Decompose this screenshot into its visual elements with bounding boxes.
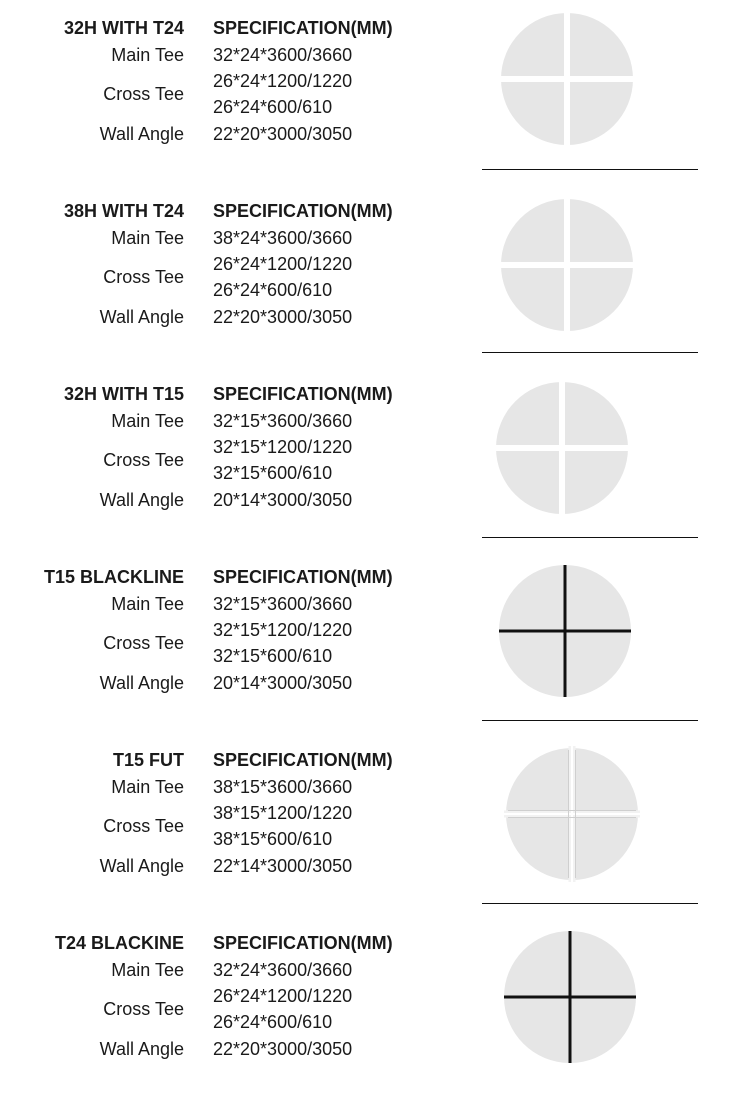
cross-tee-value-1: 26*24*1200/1220 [213, 71, 353, 91]
grid-joint-diagram [500, 927, 640, 1067]
wall-angle-value: 22*20*3000/3050 [213, 307, 353, 327]
wall-angle-value: 22*14*3000/3050 [213, 856, 353, 876]
cross-tee-value-2: 26*24*600/610 [213, 280, 333, 300]
cross-tee-value-1: 32*15*1200/1220 [213, 620, 353, 640]
wall-angle-label: Wall Angle [99, 490, 184, 510]
cross-tee-label: Cross Tee [103, 450, 184, 470]
block-title: T15 FUT [112, 750, 184, 770]
main-tee-value: 38*15*3600/3660 [213, 777, 353, 797]
cross-tee-label: Cross Tee [103, 633, 184, 653]
block-title: 38H WITH T24 [63, 201, 184, 221]
wall-angle-value: 22*20*3000/3050 [213, 124, 353, 144]
spec-header: SPECIFICATION(MM) [213, 750, 393, 770]
block-title: 32H WITH T24 [63, 18, 184, 38]
cross-tee-value-1: 26*24*1200/1220 [213, 986, 353, 1006]
main-tee-value: 32*15*3600/3660 [213, 411, 353, 431]
main-tee-label: Main Tee [111, 228, 184, 248]
cross-tee-value-2: 26*24*600/610 [213, 1012, 333, 1032]
wall-angle-label: Wall Angle [99, 307, 184, 327]
wall-angle-label: Wall Angle [99, 673, 184, 693]
spec-header: SPECIFICATION(MM) [213, 933, 393, 953]
cross-tee-label: Cross Tee [103, 267, 184, 287]
wall-angle-label: Wall Angle [99, 124, 184, 144]
block-title: 32H WITH T15 [63, 384, 184, 404]
separator-line [482, 903, 698, 904]
wall-angle-value: 20*14*3000/3050 [213, 490, 353, 510]
cross-tee-value-2: 32*15*600/610 [213, 646, 333, 666]
main-tee-label: Main Tee [111, 45, 184, 65]
cross-tee-label: Cross Tee [103, 816, 184, 836]
spec-block-t24-blackine [0, 915, 750, 1098]
grid-joint-diagram [502, 744, 642, 884]
grid-joint-diagram [495, 561, 635, 701]
main-tee-value: 32*15*3600/3660 [213, 594, 353, 614]
spec-block-t15-fut [0, 732, 750, 915]
main-tee-label: Main Tee [111, 411, 184, 431]
spec-header: SPECIFICATION(MM) [213, 201, 393, 221]
main-tee-value: 38*24*3600/3660 [213, 228, 353, 248]
separator-line [482, 537, 698, 538]
grid-joint-diagram [497, 9, 637, 149]
block-title: T24 BLACKINE [54, 933, 184, 953]
block-title: T15 BLACKLINE [43, 567, 184, 587]
separator-line [482, 720, 698, 721]
separator-line [482, 352, 698, 353]
spec-block-t15-blackline [0, 549, 750, 732]
spec-header: SPECIFICATION(MM) [213, 18, 393, 38]
wall-angle-label: Wall Angle [99, 856, 184, 876]
cross-tee-value-1: 38*15*1200/1220 [213, 803, 353, 823]
grid-joint-diagram [492, 378, 632, 518]
cross-tee-value-2: 26*24*600/610 [213, 97, 333, 117]
wall-angle-value: 22*20*3000/3050 [213, 1039, 353, 1059]
spec-header: SPECIFICATION(MM) [213, 567, 393, 587]
spec-block-32h-t24 [0, 0, 750, 183]
main-tee-label: Main Tee [111, 960, 184, 980]
spec-header: SPECIFICATION(MM) [213, 384, 393, 404]
grid-joint-diagram [497, 195, 637, 335]
main-tee-value: 32*24*3600/3660 [213, 960, 353, 980]
main-tee-label: Main Tee [111, 594, 184, 614]
wall-angle-value: 20*14*3000/3050 [213, 673, 353, 693]
wall-angle-label: Wall Angle [99, 1039, 184, 1059]
cross-tee-value-2: 32*15*600/610 [213, 463, 333, 483]
separator-line [482, 169, 698, 170]
cross-tee-label: Cross Tee [103, 999, 184, 1019]
spec-block-32h-t15 [0, 366, 750, 549]
spec-block-38h-t24 [0, 183, 750, 366]
cross-tee-value-1: 26*24*1200/1220 [213, 254, 353, 274]
cross-tee-value-2: 38*15*600/610 [213, 829, 333, 849]
cross-tee-label: Cross Tee [103, 84, 184, 104]
main-tee-value: 32*24*3600/3660 [213, 45, 353, 65]
main-tee-label: Main Tee [111, 777, 184, 797]
cross-tee-value-1: 32*15*1200/1220 [213, 437, 353, 457]
